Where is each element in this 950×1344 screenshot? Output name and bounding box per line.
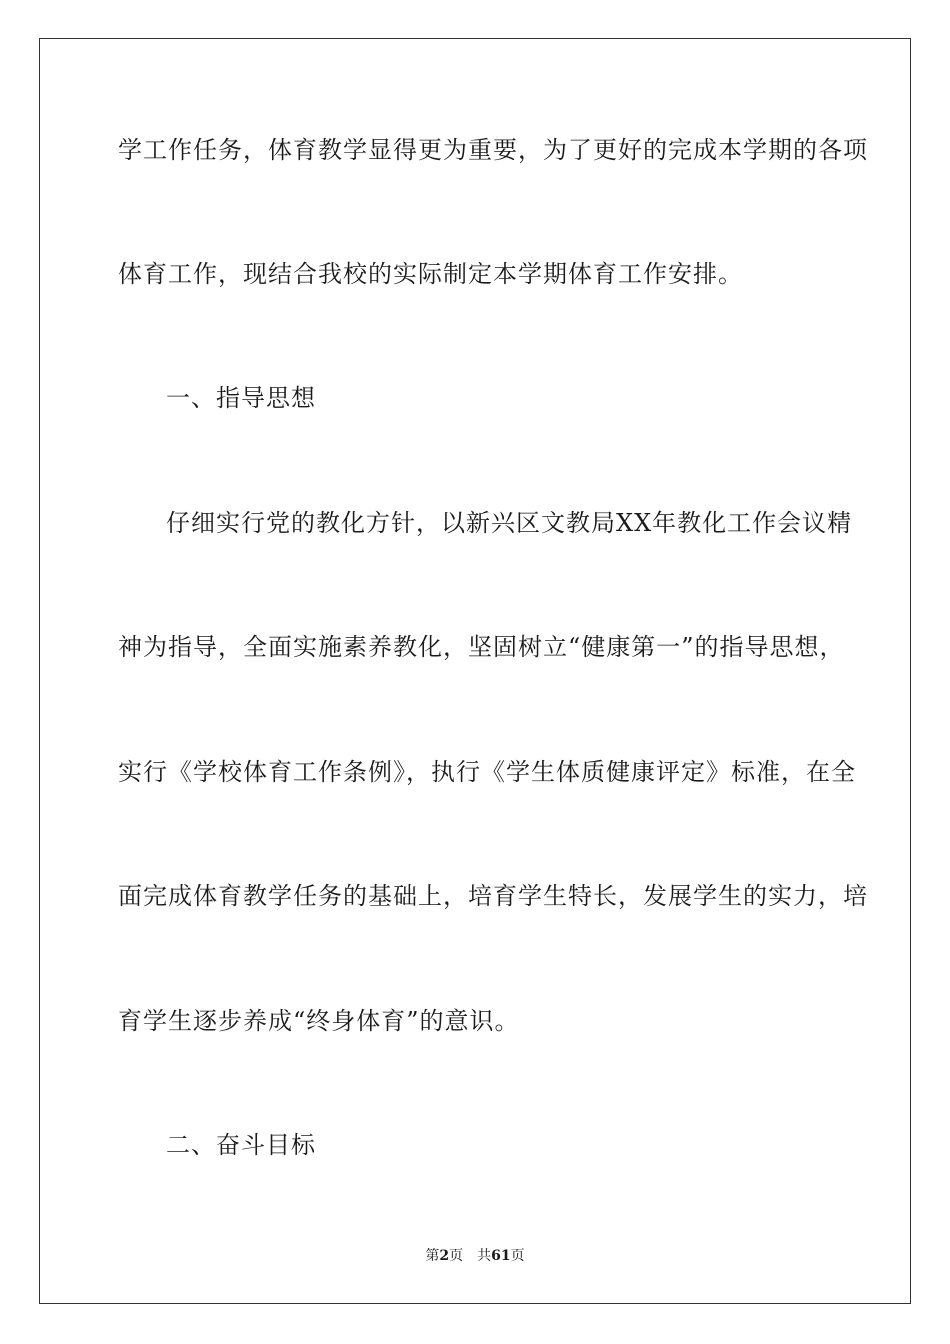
paragraph-line-1: 学工作任务，体育教学显得更为重要，为了更好的完成本学期的各项: [118, 136, 868, 164]
paragraph-line-4: 神为指导，全面实施素养教化，坚固树立“健康第一”的指导思想，: [118, 633, 845, 661]
paragraph-line-3: 仔细实行党的教化方针，以新兴区文教局XX年教化工作会议精: [166, 509, 853, 537]
paragraph-line-6: 面完成体育教学任务的基础上，培育学生特长，发展学生的实力，培: [118, 882, 868, 910]
page-footer: [0, 1247, 950, 1265]
paragraph-line-5: 实行《学校体育工作条例》，执行《学生体质健康评定》标准，在全: [118, 758, 856, 786]
footer-total-suffix: 页: [510, 1248, 525, 1264]
paragraph-line-7: 育学生逐步养成“终身体育”的意识。: [118, 1007, 520, 1035]
footer-page-prefix: 第: [425, 1248, 440, 1264]
footer-page-suffix: 页: [449, 1248, 464, 1264]
section-heading-goals: 二、奋斗目标: [166, 1131, 316, 1159]
paragraph-line-2: 体育工作，现结合我校的实际制定本学期体育工作安排。: [118, 260, 743, 288]
footer-total-pages: 61: [491, 1248, 511, 1264]
page-border: [39, 38, 911, 1304]
section-heading-guiding-ideology: 一、指导思想: [166, 384, 316, 412]
footer-total-prefix: 共: [477, 1248, 492, 1264]
footer-page-number: 2: [439, 1248, 450, 1264]
